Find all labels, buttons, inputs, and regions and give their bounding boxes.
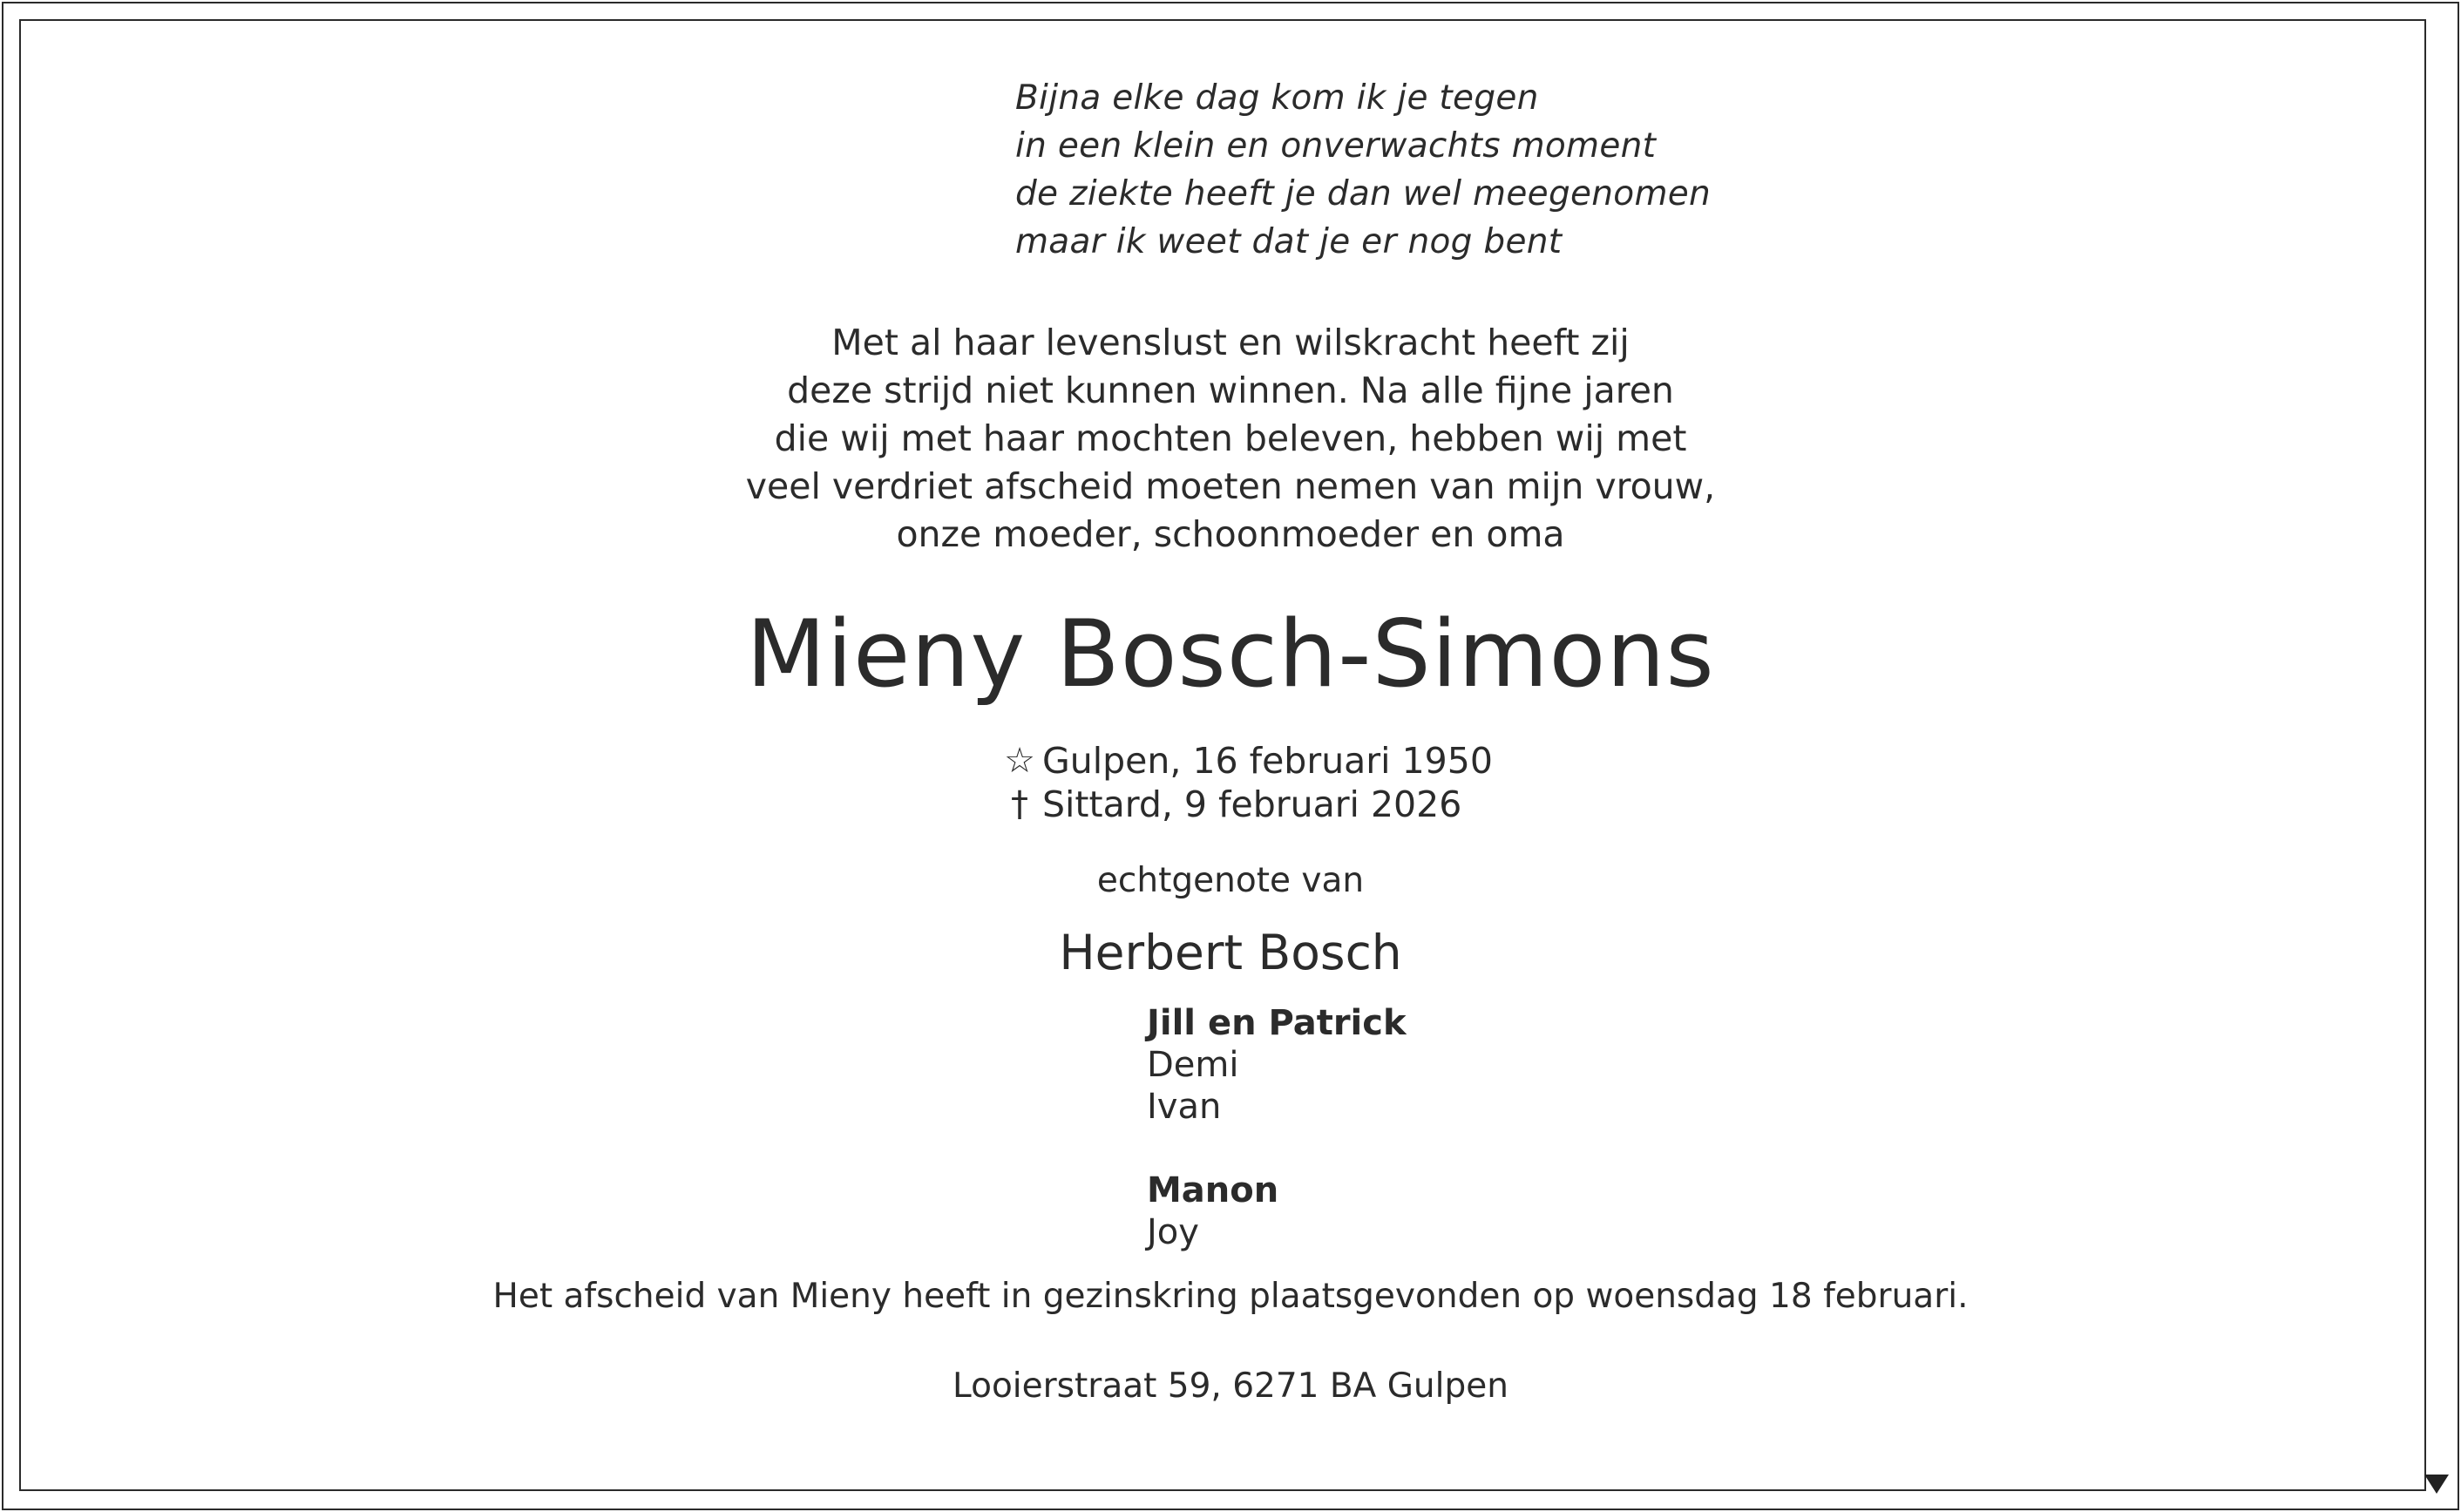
intro-line: veel verdriet afscheid moeten nemen van mijn vrouw,: [745, 465, 1716, 507]
poem-line: de ziekte heeft je dan wel meegenomen: [1015, 174, 1712, 214]
family-member: Ivan: [1147, 1087, 1222, 1127]
family-list: [1147, 1002, 1407, 1253]
star-outline-icon: ☆: [1004, 741, 1035, 781]
intro-line: deze strijd niet kunnen winnen. Na alle fijne jaren: [787, 370, 1674, 411]
intro-line: die wij met haar mochten beleven, hebben wij met: [774, 417, 1687, 459]
farewell-text: Het afscheid van Mieny heeft in gezinskring plaatsgevonden op woensdag 18 februari.: [492, 1277, 1969, 1316]
birth-row: [997, 739, 1493, 783]
family-group: [1147, 1170, 1407, 1253]
family-group-head: Manon: [1147, 1170, 1279, 1210]
deceased-name: Mieny Bosch-Simons: [746, 600, 1715, 708]
family-member: Joy: [1147, 1212, 1199, 1252]
death-text: Sittard, 9 februari 2026: [1042, 783, 1462, 825]
spouse-name: Herbert Bosch: [1059, 925, 1402, 980]
triangle-down-icon: [2424, 1475, 2449, 1494]
poem-line: Bijna elke dag kom ik je tegen: [1015, 78, 1539, 118]
cross-icon: †: [1011, 784, 1028, 824]
poem-line: in een klein en onverwachts moment: [1015, 126, 1657, 166]
intro-line: Met al haar levenslust en wilskracht heeft zij: [831, 322, 1630, 363]
poem-line: maar ik weet dat je er nog bent: [1015, 222, 1563, 261]
family-group: [1147, 1002, 1407, 1128]
intro-text: [0, 319, 2461, 559]
address-text: Looierstraat 59, 6271 BA Gulpen: [953, 1366, 1508, 1406]
birth-text: Gulpen, 16 februari 1950: [1042, 740, 1493, 782]
death-row: [997, 783, 1493, 826]
life-dates: [997, 739, 1493, 826]
intro-line: onze moeder, schoonmoeder en oma: [896, 513, 1565, 555]
family-member: Demi: [1147, 1045, 1239, 1085]
family-group-head: Jill en Patrick: [1147, 1003, 1407, 1043]
poem: [1015, 74, 1711, 266]
spouse-label: echtgenote van: [1096, 861, 1365, 900]
